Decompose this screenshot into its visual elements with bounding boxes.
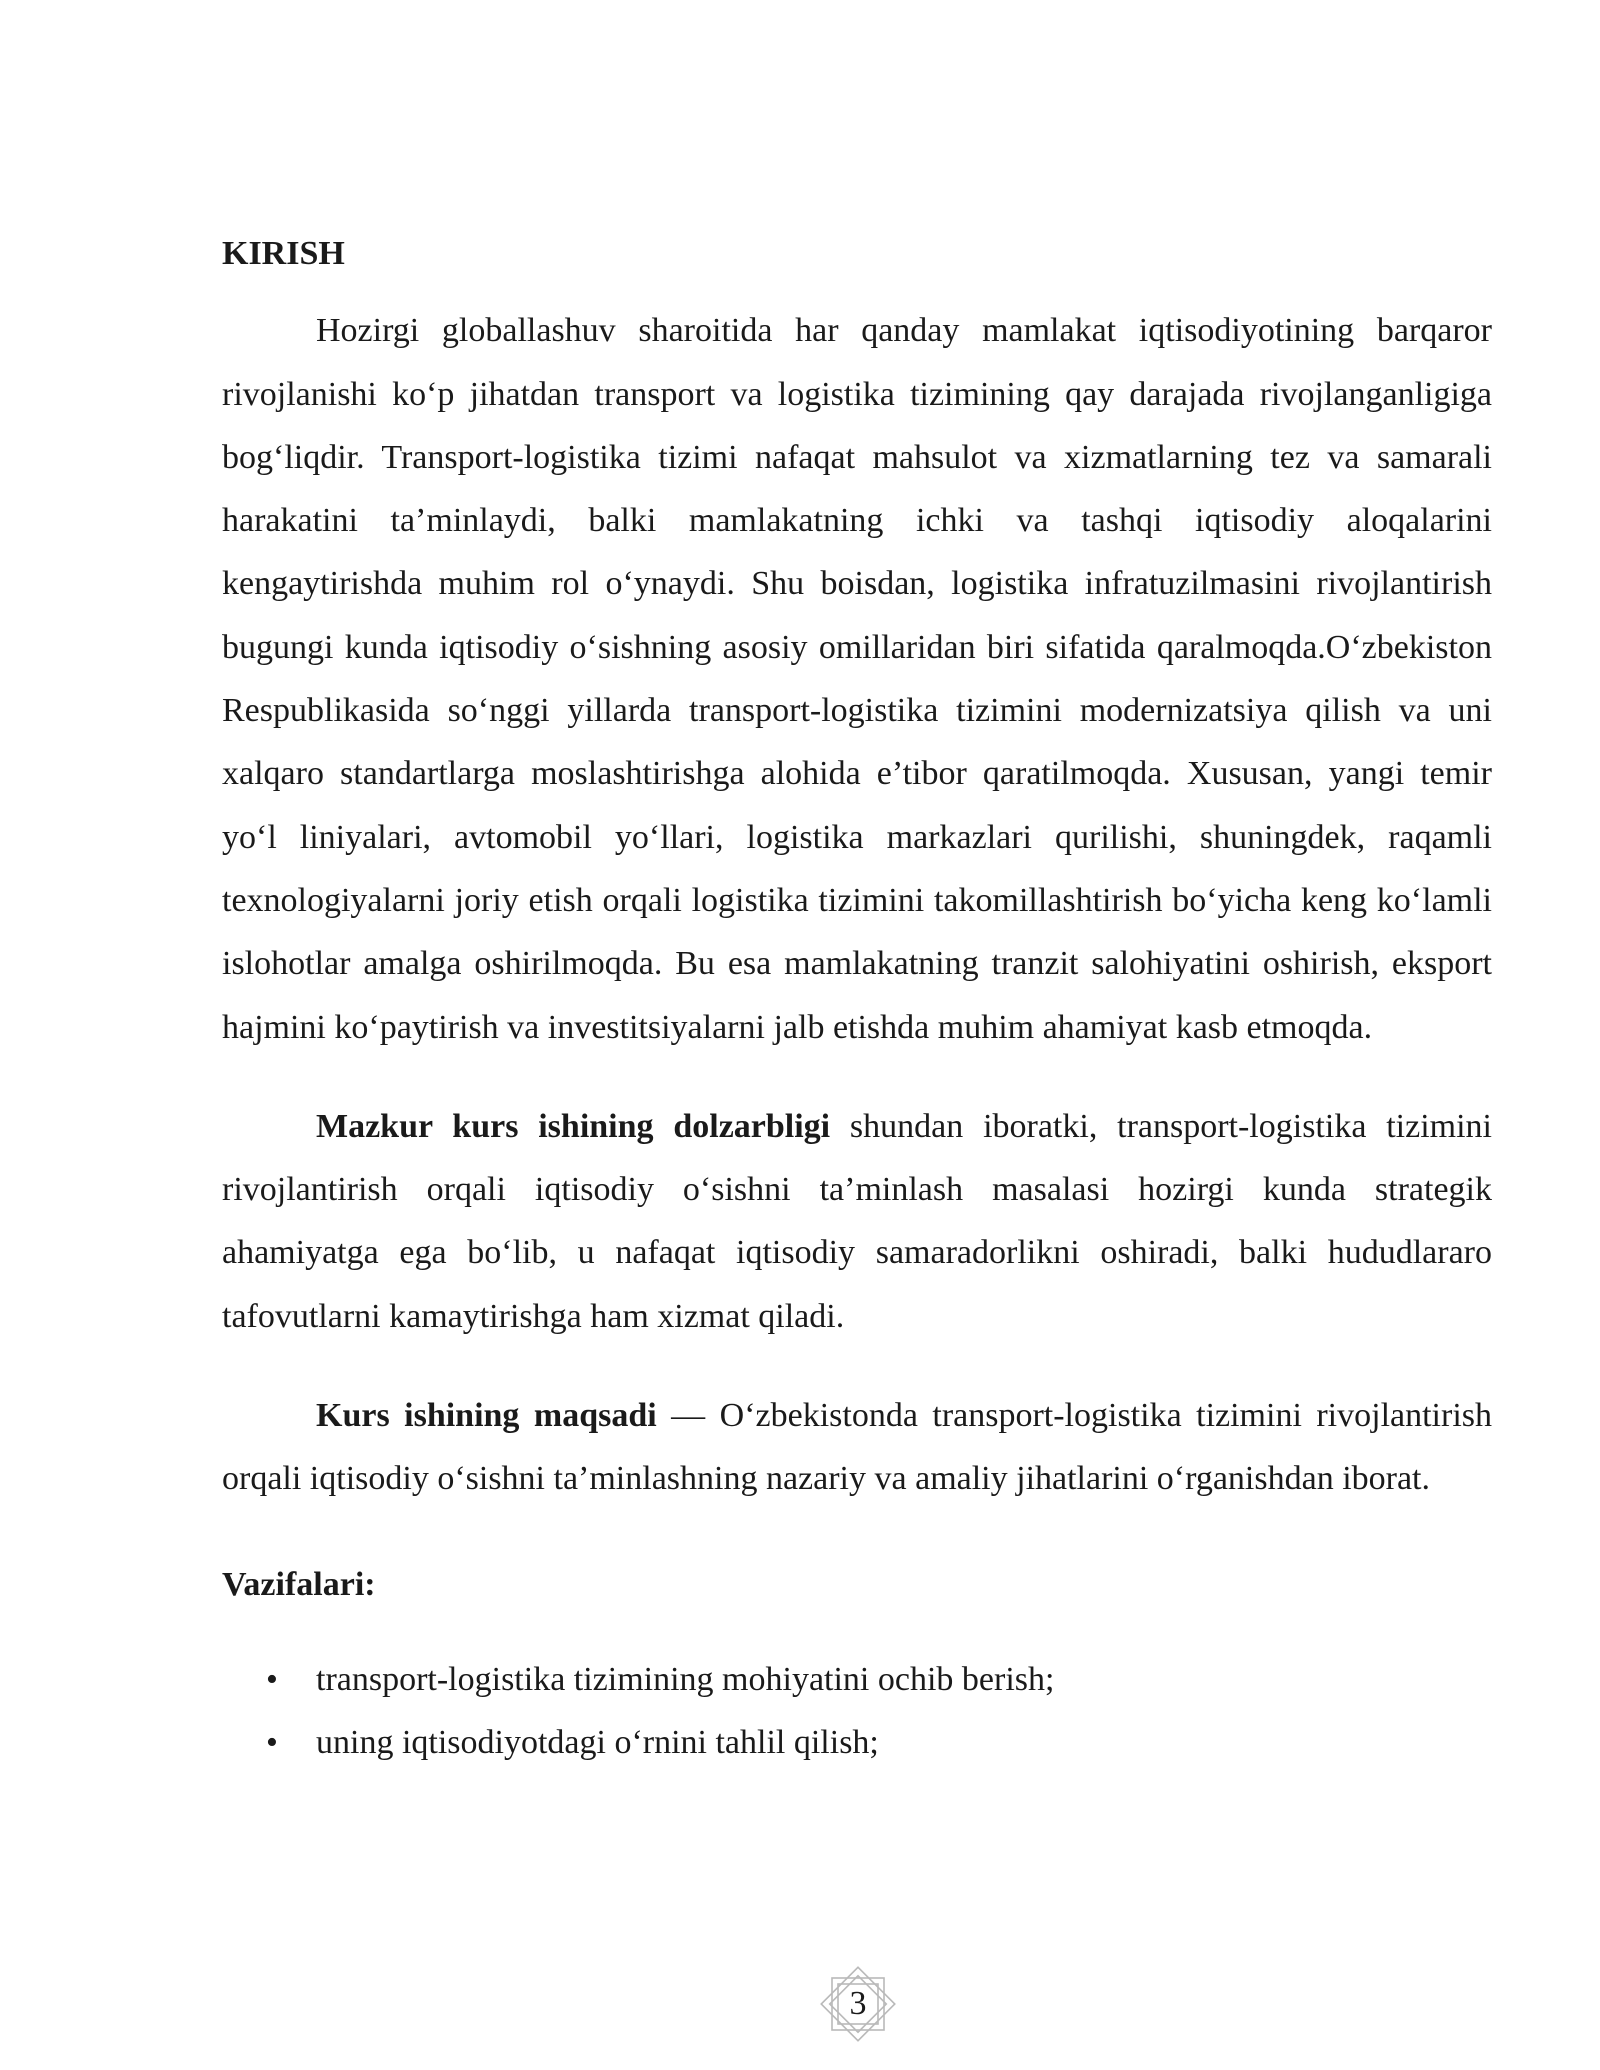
goal-label: Kurs ishining maqsadi [316, 1397, 657, 1435]
relevance-label: Mazkur kurs ishining dolzarbligi [316, 1107, 831, 1145]
relevance-paragraph [222, 1095, 1492, 1348]
page-number: 3 [849, 1985, 867, 2022]
bullet-icon: • [266, 1660, 278, 1698]
bullet-icon: • [266, 1724, 278, 1762]
intro-paragraph: Hozirgi globallashuv sharoitida har qanday mamlakat iqtisodiyotining barqaror rivojlanishi ko‘p jihatdan transport va logistika tizimining qay darajada rivojlanganligiga bog‘liqdir. Transport-logistika tizimi nafaqat mahsulot va xizmatlarning tez va samarali harakatini ta’minlaydi, balki mamlakatning ichki va tashqi iqtisodiy aloqalarini kengaytirishda muhim rol o‘ynaydi. Shu boisdan, logistika infratuzilmasini rivojlantirish bugungi kunda iqtisodiy o‘sishning asosiy omillaridan biri sifatida qaralmoqda.O‘zbekiston Respublikasida so‘nggi yillarda transport-logistika tizimini modernizatsiya qilish va uni xalqaro standartlarga moslashtirishga alohida e’tibor qaratilmoqda. Xususan, yangi temir yo‘l liniyalari, avtomobil yo‘llari, logistika markazlari qurilishi, shuningdek, raqamli texnologiyalarni joriy etish orqali logistika tizimini takomillashtirish bo‘yicha keng ko‘lamli islohotlar amalga oshirilmoqda. Bu esa mamlakatning tranzit salohiyatini oshirish, eksport hajmini ko‘paytirish va investitsiyalarni jalb etishda muhim ahamiyat kasb etmoqda. [222, 312, 1492, 1046]
list-item [222, 1648, 1492, 1711]
goal-text: — O‘zbekistonda transport-logistika tizimini rivojlantirish orqali iqtisodiy o‘sishni ta’minlashning nazariy va amaliy jihatlarini o‘rganishdan iborat. [222, 1397, 1492, 1498]
document-body [222, 222, 1492, 1775]
task-text: uning iqtisodiyotdagi o‘rnini tahlil qilish; [316, 1724, 879, 1762]
section-heading: KIRISH [222, 235, 345, 272]
goal-paragraph [222, 1384, 1492, 1511]
tasks-heading: Vazifalari: [222, 1565, 376, 1603]
tasks-list [222, 1648, 1492, 1775]
list-item [222, 1711, 1492, 1774]
task-text: transport-logistika tizimining mohiyatini ochib berish; [316, 1660, 1055, 1698]
relevance-text: shundan iboratki, transport-logistika tizimini rivojlantirish orqali iqtisodiy o‘sishni ta’minlash masalasi hozirgi kunda strategik ahamiyatga ega bo‘lib, u nafaqat iqtisodiy samaradorlikni oshiradi, balki hududlararo tafovutlarni kamaytirishga ham xizmat qiladi. [222, 1107, 1492, 1335]
page-number-badge [816, 1962, 900, 2046]
